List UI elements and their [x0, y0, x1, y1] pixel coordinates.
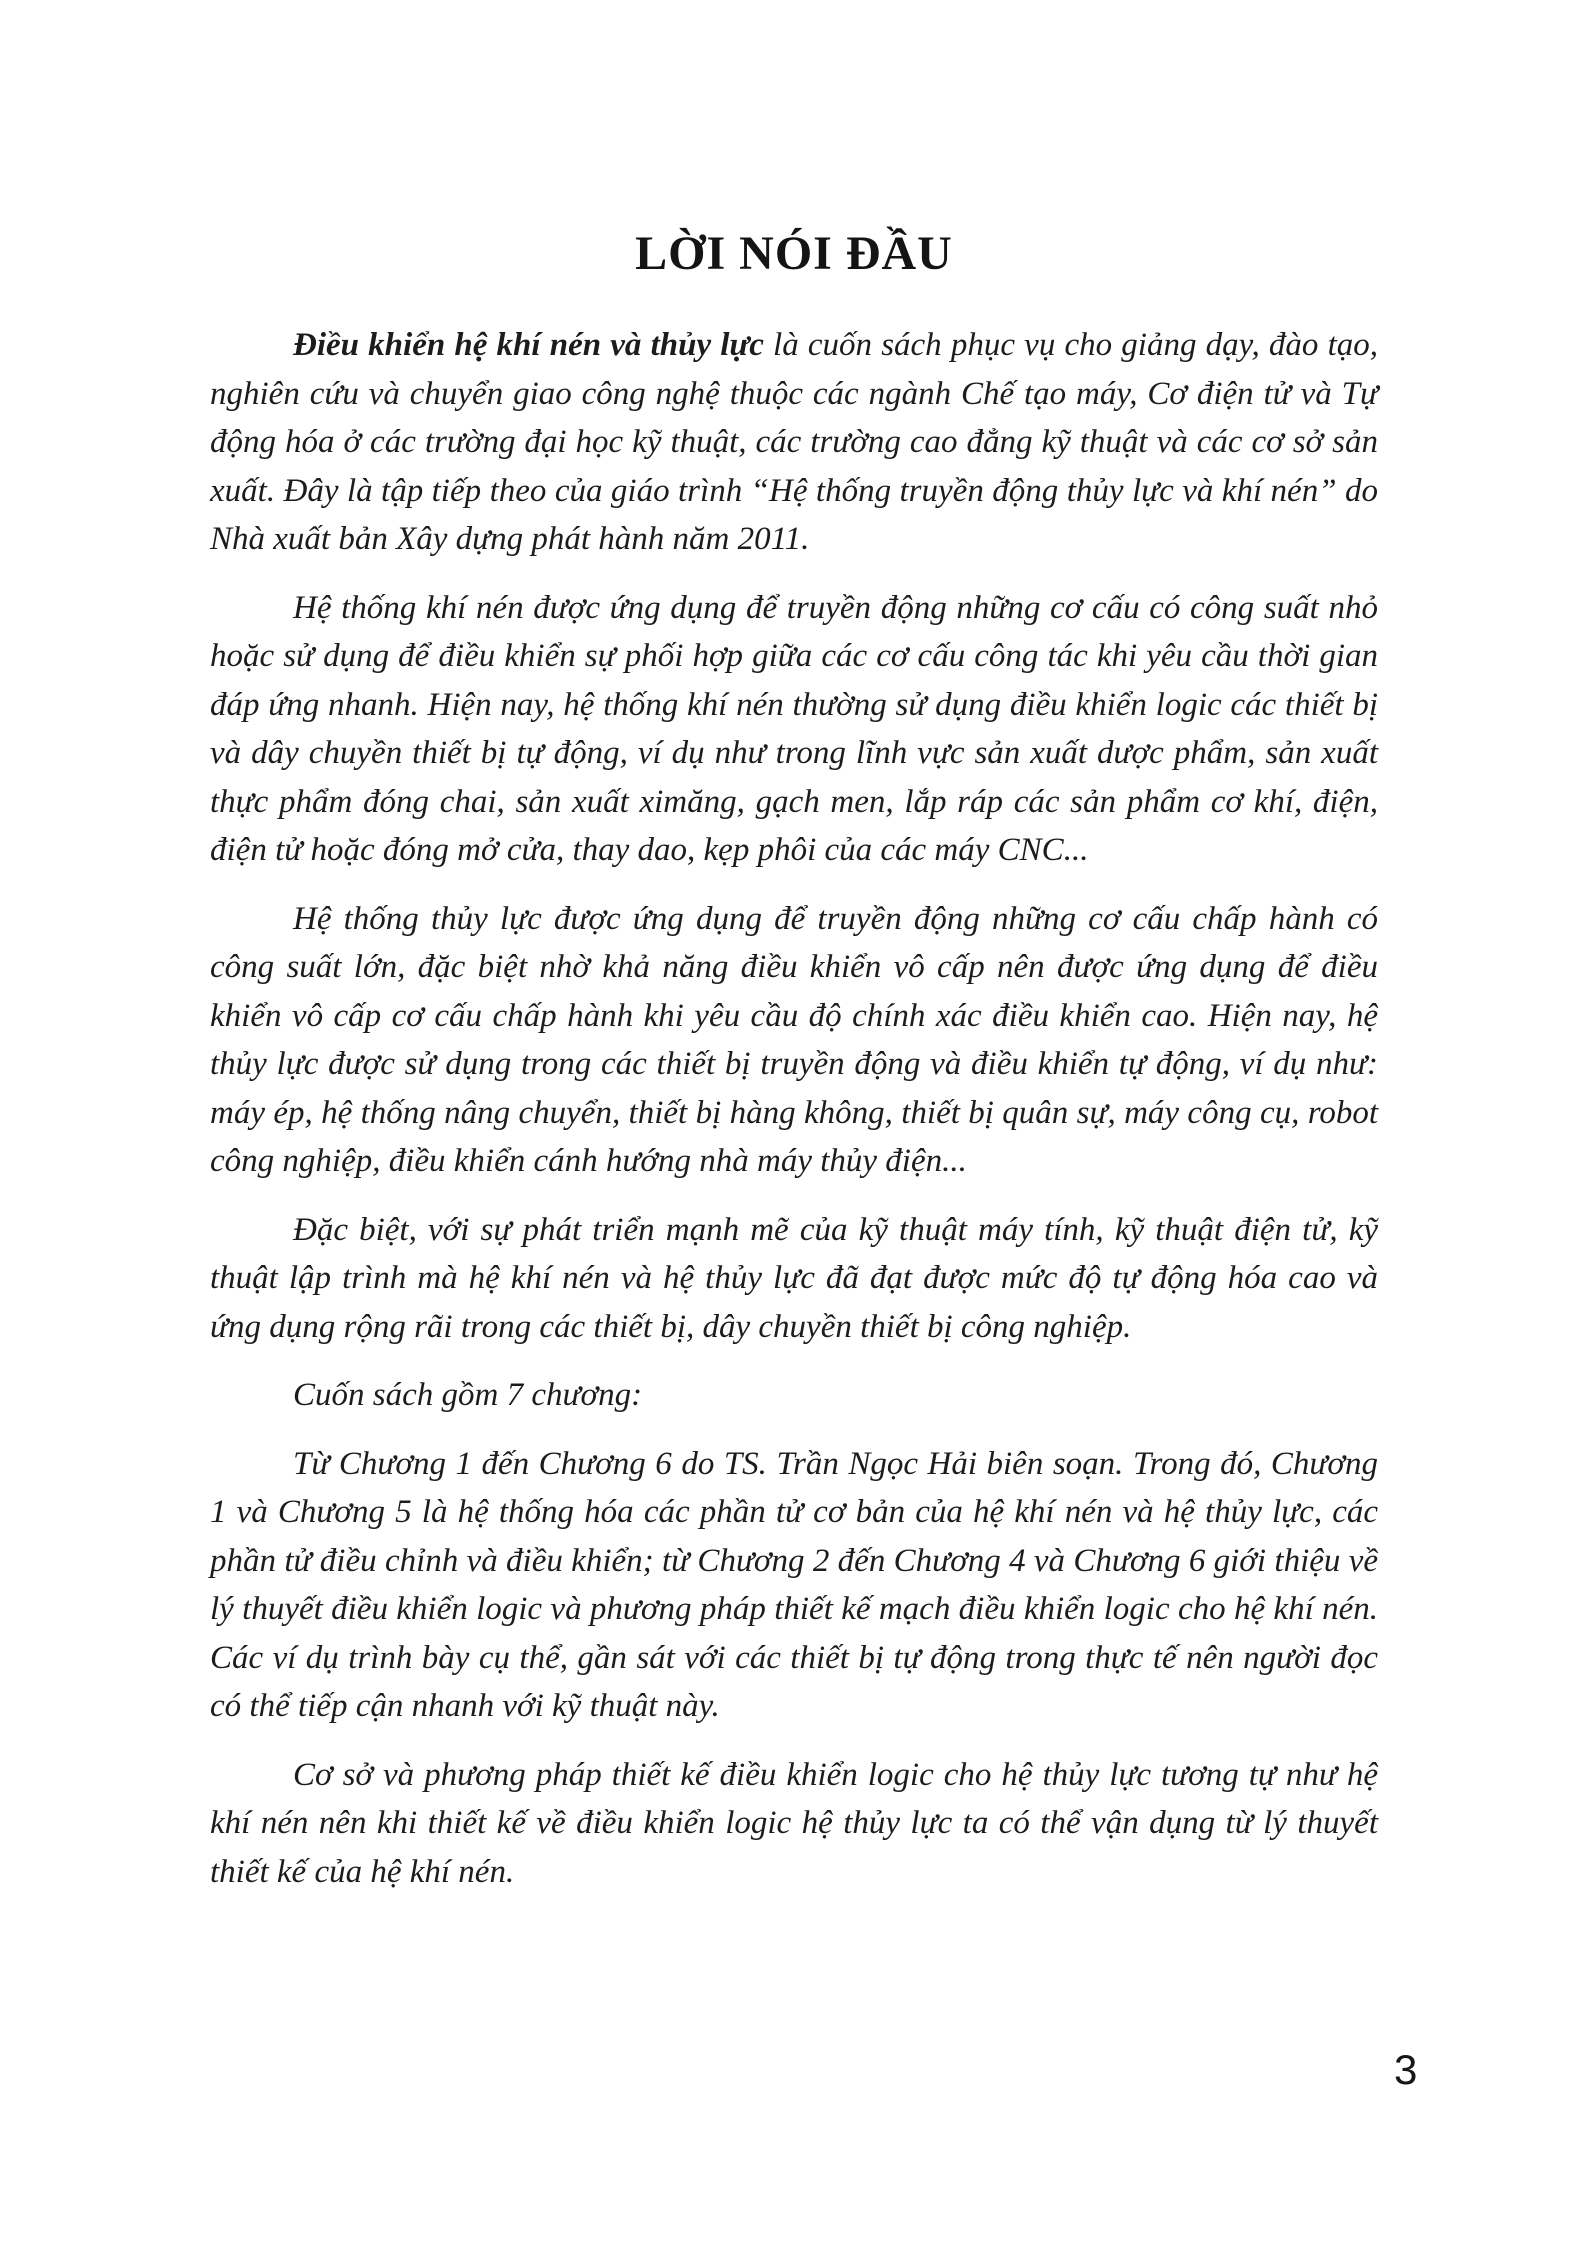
- book-title-emphasis: Điều khiển hệ khí nén và thủy lực: [293, 327, 764, 363]
- paragraph-6: [210, 1440, 1378, 1731]
- paragraph-7-text: Cơ sở và phương pháp thiết kế điều khiển logic cho hệ thủy lực tương tự như hệ khí nén nên khi thiết kế về điều khiển logic hệ thủy lực ta có thể vận dụng từ lý thuyết thiết kế của hệ khí nén.: [210, 1756, 1378, 1890]
- paragraph-4-text: Đặc biệt, với sự phát triển mạnh mẽ của kỹ thuật máy tính, kỹ thuật điện tử, kỹ thuật lập trình mà hệ khí nén và hệ thủy lực đã đạt được mức độ tự động hóa cao và ứng dụng rộng rãi trong các thiết bị, dây chuyền thiết bị công nghiệp.: [210, 1211, 1378, 1345]
- paragraph-1: [210, 321, 1378, 564]
- paragraph-1-text: là cuốn sách phục vụ cho giảng dạy, đào tạo, nghiên cứu và chuyển giao công nghệ thuộc các ngành Chế tạo máy, Cơ điện tử và Tự động hóa ở các trường đại học kỹ thuật, các trường cao đẳng kỹ thuật và các cơ sở sản xuất. Đây là tập tiếp theo của giáo trình “Hệ thống truyền động thủy lực và khí nén” do Nhà xuất bản Xây dựng phát hành năm 2011.: [210, 327, 1378, 557]
- page-number: 3: [1394, 2046, 1418, 2093]
- paragraph-4: [210, 1206, 1378, 1352]
- page-title: LỜI NÓI ĐẦU: [635, 227, 953, 280]
- paragraph-2: [210, 584, 1378, 875]
- paragraph-7: [210, 1751, 1378, 1897]
- paragraph-5: [210, 1371, 1378, 1420]
- paragraph-6-text: Từ Chương 1 đến Chương 6 do TS. Trần Ngọc Hải biên soạn. Trong đó, Chương 1 và Chương 5 là hệ thống hóa các phần tử cơ bản của hệ khí nén và hệ thủy lực, các phần tử điều chỉnh và điều khiển; từ Chương 2 đến Chương 4 và Chương 6 giới thiệu về lý thuyết điều khiển logic và phương pháp thiết kế mạch điều khiển logic cho hệ khí nén. Các ví dụ trình bày cụ thể, gần sát với các thiết bị tự động trong thực tế nên người đọc có thể tiếp cận nhanh với kỹ thuật này.: [210, 1445, 1378, 1724]
- paragraph-3-text: Hệ thống thủy lực được ứng dụng để truyền động những cơ cấu chấp hành có công suất lớn, đặc biệt nhờ khả năng điều khiển vô cấp nên được ứng dụng để điều khiển vô cấp cơ cấu chấp hành khi yêu cầu độ chính xác điều khiển cao. Hiện nay, hệ thủy lực được sử dụng trong các thiết bị truyền động và điều khiển tự động, ví dụ như: máy ép, hệ thống nâng chuyển, thiết bị hàng không, thiết bị quân sự, máy công cụ, robot công nghiệp, điều khiển cánh hướng nhà máy thủy điện...: [210, 900, 1378, 1179]
- preface-body: [210, 321, 1378, 1896]
- paragraph-3: [210, 895, 1378, 1186]
- paragraph-2-text: Hệ thống khí nén được ứng dụng để truyền động những cơ cấu có công suất nhỏ hoặc sử dụng để điều khiển sự phối hợp giữa các cơ cấu công tác khi yêu cầu thời gian đáp ứng nhanh. Hiện nay, hệ thống khí nén thường sử dụng điều khiển logic các thiết bị và dây chuyền thiết bị tự động, ví dụ như trong lĩnh vực sản xuất dược phẩm, sản xuất thực phẩm đóng chai, sản xuất ximăng, gạch men, lắp ráp các sản phẩm cơ khí, điện, điện tử hoặc đóng mở cửa, thay dao, kẹp phôi của các máy CNC...: [210, 589, 1378, 868]
- paragraph-5-text: Cuốn sách gồm 7 chương:: [293, 1377, 643, 1413]
